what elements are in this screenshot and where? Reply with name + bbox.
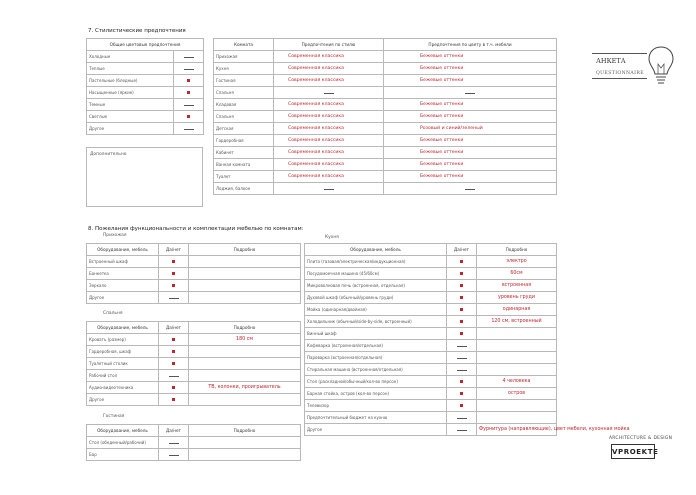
bedroom-caption: Спальня (103, 311, 123, 316)
equipment-item: Стол (обеденный/рабочий) (87, 437, 159, 449)
equipment-detail: электро (477, 256, 557, 268)
room-style: Современная классика (274, 111, 384, 123)
bedroom-table (86, 321, 301, 406)
equipment-detail (189, 256, 301, 268)
equipment-item: Гардеробная, шкаф (87, 346, 159, 358)
colors-row (87, 63, 204, 75)
hallway-header-item: Оборудование, мебель (87, 244, 159, 256)
rooms-row (214, 123, 557, 135)
room-color: Бежевые оттенки (384, 135, 557, 147)
equipment-detail: Фурнитура (направляющие), цвет мебели, кухонная мойка (477, 424, 557, 436)
room-name: Туалет (214, 171, 274, 183)
room-color: Бежевые оттенки (384, 171, 557, 183)
rooms-row (214, 183, 557, 195)
table-row (87, 256, 301, 268)
table-row (87, 382, 301, 394)
checked-mark-icon (172, 362, 175, 365)
table-row (305, 268, 557, 280)
equipment-item: Бар (87, 449, 159, 461)
dash-icon (465, 189, 475, 190)
yes-no-cell[interactable] (159, 358, 189, 370)
color-mark-cell[interactable] (174, 51, 204, 63)
checked-mark-icon (460, 272, 463, 275)
table-row (305, 388, 557, 400)
room-color: Бежевые оттенки (384, 51, 557, 63)
equipment-detail (477, 328, 557, 340)
checked-mark-icon (460, 404, 463, 407)
room-style-empty (274, 87, 384, 99)
equipment-detail (477, 340, 557, 352)
equipment-item: Банкетка (87, 268, 159, 280)
color-label: Пастельные (бледные) (87, 75, 174, 87)
yes-no-cell[interactable] (447, 268, 477, 280)
dash-icon (184, 105, 194, 106)
room-name: Кабинет (214, 147, 274, 159)
room-name: Ванная комната (214, 159, 274, 171)
dash-icon (184, 129, 194, 130)
equipment-detail (189, 358, 301, 370)
living-table (86, 424, 301, 461)
room-name: Прихожая (214, 51, 274, 63)
colors-row (87, 123, 204, 135)
hallway-header-yesno: Да/нет (159, 244, 189, 256)
checked-mark-icon (460, 260, 463, 263)
checked-mark-icon (460, 308, 463, 311)
room-name: Кладовая (214, 99, 274, 111)
dash-icon (169, 455, 179, 456)
checked-mark-icon (187, 79, 190, 82)
yes-no-cell[interactable] (447, 292, 477, 304)
dash-icon (324, 189, 334, 190)
yes-no-cell[interactable] (447, 328, 477, 340)
yes-no-cell[interactable] (447, 316, 477, 328)
rooms-header-style: Предпочтения по стилю (274, 39, 384, 51)
color-mark-cell[interactable] (174, 75, 204, 87)
color-label: Светлые (87, 111, 174, 123)
equipment-detail (477, 364, 557, 376)
equipment-detail (477, 400, 557, 412)
table-row (305, 280, 557, 292)
room-name: Лоджия, балкон (214, 183, 274, 195)
room-color-empty (384, 183, 557, 195)
room-name: Гостиная (214, 75, 274, 87)
color-label: Темные (87, 99, 174, 111)
equipment-detail (189, 394, 301, 406)
bedroom-header-detail: Подробно (189, 322, 301, 334)
equipment-item: Другое (305, 424, 447, 436)
yes-no-cell[interactable] (447, 424, 477, 436)
checked-mark-icon (172, 350, 175, 353)
kitchen-header-yesno: Да/нет (447, 244, 477, 256)
yes-no-cell[interactable] (159, 370, 189, 382)
table-row (87, 437, 301, 449)
checked-mark-icon (172, 398, 175, 401)
equipment-detail: 60см (477, 268, 557, 280)
yes-no-cell[interactable] (159, 346, 189, 358)
equipment-item: Плита (газовая/электрическая/индукционная) (305, 256, 447, 268)
rooms-row (214, 63, 557, 75)
yes-no-cell[interactable] (447, 376, 477, 388)
equipment-item: Предпочтительный бюджет на кухню (305, 412, 447, 424)
equipment-detail (189, 292, 301, 304)
rooms-row (214, 99, 557, 111)
brand-title: АНКЕТА (596, 57, 626, 65)
yes-no-cell[interactable] (159, 394, 189, 406)
room-style-empty (274, 183, 384, 195)
kitchen-table (304, 243, 630, 436)
room-name: Спальня (214, 87, 274, 99)
dash-icon (457, 346, 467, 347)
equipment-item: Рабочий стол (87, 370, 159, 382)
yes-no-cell[interactable] (159, 334, 189, 346)
room-style: Современная классика (274, 135, 384, 147)
equipment-detail: 4 человека (477, 376, 557, 388)
color-mark-cell[interactable] (174, 123, 204, 135)
color-mark-cell[interactable] (174, 63, 204, 75)
room-name: Гардеробная (214, 135, 274, 147)
rooms-row (214, 171, 557, 183)
yes-no-cell[interactable] (447, 400, 477, 412)
room-style: Современная классика (274, 171, 384, 183)
colors-table (86, 38, 204, 135)
additional-label: Дополнительно (90, 152, 127, 157)
brand-logo: VPROEKTE (611, 444, 655, 459)
equipment-detail: 120 см, встроенный (477, 316, 557, 328)
room-style: Современная классика (274, 51, 384, 63)
yes-no-cell[interactable] (447, 412, 477, 424)
rooms-row (214, 75, 557, 87)
room-style: Современная классика (274, 147, 384, 159)
room-style: Современная классика (274, 123, 384, 135)
rooms-row (214, 159, 557, 171)
room-style: Современная классика (274, 63, 384, 75)
equipment-detail: 180 см (189, 334, 301, 346)
dash-icon (169, 298, 179, 299)
table-row (305, 376, 557, 388)
colors-row (87, 51, 204, 63)
equipment-detail (189, 370, 301, 382)
checked-mark-icon (460, 284, 463, 287)
room-style: Современная классика (274, 159, 384, 171)
colors-row (87, 75, 204, 87)
dash-icon (184, 69, 194, 70)
equipment-detail (189, 346, 301, 358)
equipment-item: Кофеварка (встроенная/отдельная) (305, 340, 447, 352)
equipment-item: Стиральная машина (встроенная/отдельная) (305, 364, 447, 376)
yes-no-cell[interactable] (447, 388, 477, 400)
yes-no-cell[interactable] (447, 304, 477, 316)
equipment-item: Пароварка (встроенная/отдельная) (305, 352, 447, 364)
room-color-empty (384, 87, 557, 99)
color-label: Насыщенные (яркие) (87, 87, 174, 99)
equipment-detail (189, 268, 301, 280)
rooms-header-room: Комната (214, 39, 274, 51)
checked-mark-icon (172, 272, 175, 275)
checked-mark-icon (460, 332, 463, 335)
room-color: Бежевые оттенки (384, 147, 557, 159)
hallway-caption: Прихожая (103, 233, 127, 238)
rooms-header-color: Предпочтения по цвету в т.ч. мебели (384, 39, 557, 51)
room-name: Спальня (214, 111, 274, 123)
dash-icon (169, 376, 179, 377)
room-color: Розовый и синий/зеленый (384, 123, 557, 135)
equipment-detail (477, 352, 557, 364)
table-row (87, 358, 301, 370)
equipment-detail: уровень груди (477, 292, 557, 304)
equipment-item: Мойка (одинарная/двойная) (305, 304, 447, 316)
table-row (87, 346, 301, 358)
colors-row (87, 87, 204, 99)
colors-row (87, 111, 204, 123)
yes-no-cell[interactable] (159, 449, 189, 461)
brand-bottom-rule (592, 78, 647, 79)
equipment-item: Телевизор (305, 400, 447, 412)
equipment-detail: встроенная (477, 280, 557, 292)
room-color: Бежевые оттенки (384, 99, 557, 111)
table-row (305, 400, 557, 412)
checked-mark-icon (187, 91, 190, 94)
living-header-item: Оборудование, мебель (87, 425, 159, 437)
room-color: Бежевые оттенки (384, 63, 557, 75)
yes-no-cell[interactable] (159, 292, 189, 304)
dash-icon (324, 93, 334, 94)
dash-icon (457, 430, 467, 431)
rooms-row (214, 87, 557, 99)
room-color: Бежевые оттенки (384, 159, 557, 171)
yes-no-cell[interactable] (159, 256, 189, 268)
room-style: Современная классика (274, 75, 384, 87)
equipment-item: Встроенный шкаф (87, 256, 159, 268)
equipment-item: Аудио-видеотехника (87, 382, 159, 394)
dash-icon (457, 358, 467, 359)
color-label: Другое (87, 123, 174, 135)
table-row (305, 292, 557, 304)
brand-subtitle: QUESTIONNAIRE (596, 71, 644, 76)
checked-mark-icon (172, 284, 175, 287)
table-row (87, 268, 301, 280)
dash-icon (184, 57, 194, 58)
yes-no-cell[interactable] (447, 256, 477, 268)
yes-no-cell[interactable] (159, 268, 189, 280)
hallway-header-detail: Подробно (189, 244, 301, 256)
yes-no-cell[interactable] (447, 340, 477, 352)
color-mark-cell[interactable] (174, 99, 204, 111)
rooms-row (214, 147, 557, 159)
equipment-item: Холодильник (обычный/side-by-side, встроенный) (305, 316, 447, 328)
section-7-title: 7. Стилистические предпочтения (88, 28, 186, 34)
checked-mark-icon (460, 392, 463, 395)
room-color: Бежевые оттенки (384, 75, 557, 87)
table-row (87, 394, 301, 406)
equipment-item: Посудомоечная машина (45/60см) (305, 268, 447, 280)
yes-no-cell[interactable] (159, 280, 189, 292)
kitchen-header-detail: Подробно (477, 244, 557, 256)
equipment-item: Духовой шкаф (обычный/уровень груди) (305, 292, 447, 304)
rooms-row (214, 111, 557, 123)
table-row (87, 280, 301, 292)
equipment-item: Другое (87, 292, 159, 304)
table-row (87, 449, 301, 461)
equipment-item: Туалетный столик (87, 358, 159, 370)
living-caption: Гостиная (103, 414, 125, 419)
room-style: Современная классика (274, 99, 384, 111)
yes-no-cell[interactable] (447, 280, 477, 292)
yes-no-cell[interactable] (159, 382, 189, 394)
table-row (87, 334, 301, 346)
bedroom-header-item: Оборудование, мебель (87, 322, 159, 334)
yes-no-cell[interactable] (447, 364, 477, 376)
table-row (87, 370, 301, 382)
table-row (305, 328, 557, 340)
checked-mark-icon (460, 320, 463, 323)
checked-mark-icon (187, 115, 190, 118)
table-row (305, 412, 557, 424)
color-label: Теплые (87, 63, 174, 75)
dash-icon (457, 418, 467, 419)
room-color: Бежевые оттенки (384, 111, 557, 123)
table-row (87, 292, 301, 304)
room-name: Детская (214, 123, 274, 135)
equipment-detail: одинарная (477, 304, 557, 316)
additional-box[interactable] (86, 147, 203, 207)
rooms-row (214, 51, 557, 63)
table-row (305, 424, 557, 436)
yes-no-cell[interactable] (159, 437, 189, 449)
table-row (305, 352, 557, 364)
yes-no-cell[interactable] (447, 352, 477, 364)
hallway-table (86, 243, 301, 304)
dash-icon (457, 370, 467, 371)
bedroom-header-yesno: Да/нет (159, 322, 189, 334)
colors-header: Общие цветовые предпочтения (87, 39, 204, 51)
rooms-row (214, 135, 557, 147)
equipment-item: Барная стойка, остров (кол-во персон) (305, 388, 447, 400)
table-row (305, 304, 557, 316)
checked-mark-icon (172, 338, 175, 341)
brand-top-rule (592, 53, 647, 54)
section-8-title: 8. Пожелания функциональности и комплектации мебелью по комнатам: (88, 226, 304, 232)
equipment-detail (189, 449, 301, 461)
rooms-table (213, 38, 557, 195)
kitchen-header-item: Оборудование, мебель (305, 244, 447, 256)
color-mark-cell[interactable] (174, 111, 204, 123)
dash-icon (169, 443, 179, 444)
brand-tagline: ARCHITECTURE & DESIGN (609, 436, 673, 441)
equipment-detail: остров (477, 388, 557, 400)
checked-mark-icon (460, 296, 463, 299)
checked-mark-icon (172, 386, 175, 389)
dash-icon (465, 93, 475, 94)
color-label: Холодные (87, 51, 174, 63)
equipment-item: Другое (87, 394, 159, 406)
equipment-item: Микроволновая печь (встроенная, отдельная) (305, 280, 447, 292)
equipment-detail (477, 412, 557, 424)
equipment-item: Зеркало (87, 280, 159, 292)
equipment-detail (189, 437, 301, 449)
table-row (305, 364, 557, 376)
colors-row (87, 99, 204, 111)
checked-mark-icon (172, 260, 175, 263)
equipment-item: Стол (раскладной/обычный/кол-во персон) (305, 376, 447, 388)
room-name: Кухня (214, 63, 274, 75)
equipment-item: Винный шкаф (305, 328, 447, 340)
table-row (305, 340, 557, 352)
color-mark-cell[interactable] (174, 87, 204, 99)
living-header-detail: Подробно (189, 425, 301, 437)
equipment-item: Кровать (размер) (87, 334, 159, 346)
kitchen-caption: Кухня (325, 235, 339, 240)
equipment-detail: ТВ, колонки, проигрыватель (189, 382, 301, 394)
table-row (305, 256, 557, 268)
equipment-detail (189, 280, 301, 292)
living-header-yesno: Да/нет (159, 425, 189, 437)
checked-mark-icon (460, 380, 463, 383)
lightbulb-icon (647, 44, 675, 90)
table-row (305, 316, 557, 328)
